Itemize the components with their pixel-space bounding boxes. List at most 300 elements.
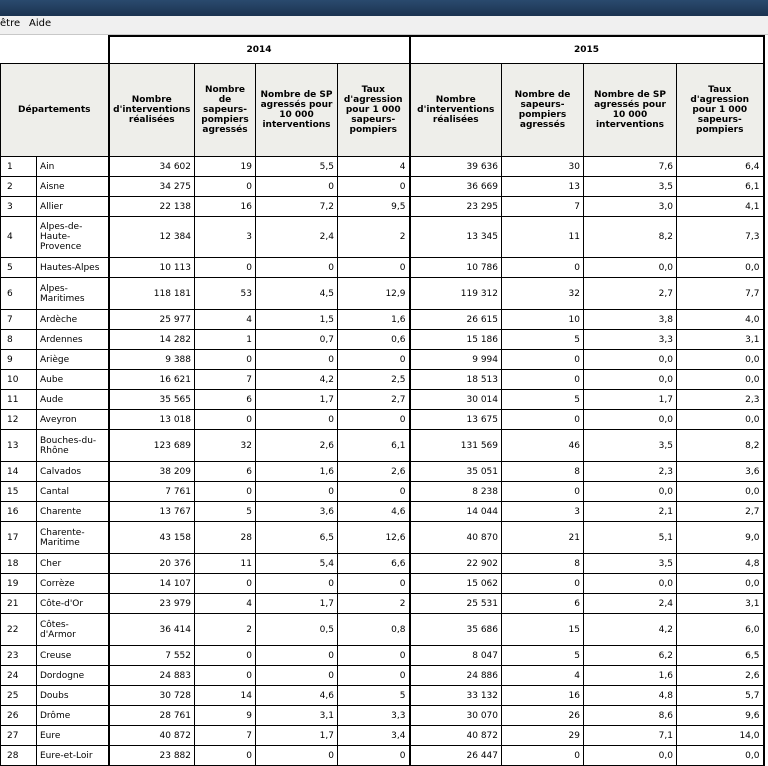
value-cell: 6 [502,594,584,614]
value-cell: 32 [502,278,584,310]
dept-number: 19 [1,574,37,594]
value-cell: 2,6 [677,666,764,686]
value-cell: 2,4 [584,594,677,614]
value-cell: 0 [256,177,338,197]
value-cell: 7,3 [677,217,764,258]
value-cell: 0 [338,258,410,278]
value-cell: 5 [502,330,584,350]
value-cell: 0 [502,370,584,390]
value-cell: 8 238 [410,482,502,502]
value-cell: 0 [338,646,410,666]
value-cell: 28 761 [109,706,195,726]
value-cell: 4,1 [677,197,764,217]
col-interventions-2014: Nombre d'interventions réalisées [109,64,195,157]
value-cell: 16 [502,686,584,706]
dept-number: 15 [1,482,37,502]
table-row [1,177,764,197]
value-cell: 5,7 [677,686,764,706]
value-cell: 53 [195,278,256,310]
value-cell: 5,1 [584,522,677,554]
dept-number: 18 [1,554,37,574]
value-cell: 1,5 [256,310,338,330]
value-cell: 35 565 [109,390,195,410]
value-cell: 119 312 [410,278,502,310]
dept-number: 13 [1,430,37,462]
value-cell: 2 [338,217,410,258]
value-cell: 2,7 [584,278,677,310]
table-row [1,706,764,726]
value-cell: 14 282 [109,330,195,350]
value-cell: 2,7 [338,390,410,410]
table-row [1,666,764,686]
value-cell: 36 414 [109,614,195,646]
value-cell: 13 675 [410,410,502,430]
value-cell: 0 [256,258,338,278]
dept-name: Ardèche [37,310,109,330]
table-row [1,482,764,502]
value-cell: 40 870 [410,522,502,554]
value-cell: 26 [502,706,584,726]
value-cell: 13 018 [109,410,195,430]
statistics-table [0,35,765,766]
value-cell: 0 [195,410,256,430]
value-cell: 35 686 [410,614,502,646]
value-cell: 0 [195,666,256,686]
value-cell: 22 138 [109,197,195,217]
value-cell: 0 [256,746,338,766]
value-cell: 0 [195,646,256,666]
value-cell: 0,0 [677,410,764,430]
table-row [1,330,764,350]
dept-name: Ardennes [37,330,109,350]
value-cell: 1 [195,330,256,350]
value-cell: 9,0 [677,522,764,554]
table-row [1,614,764,646]
year-2014-header: 2014 [109,36,410,64]
value-cell: 3,6 [677,462,764,482]
value-cell: 8 047 [410,646,502,666]
col-per10000-2014: Nombre de SP agressés pour 10 000 interventions [256,64,338,157]
value-cell: 0,0 [677,350,764,370]
value-cell: 2,6 [338,462,410,482]
value-cell: 46 [502,430,584,462]
value-cell: 3,4 [338,726,410,746]
value-cell: 0,0 [677,258,764,278]
value-cell: 25 977 [109,310,195,330]
value-cell: 5,4 [256,554,338,574]
value-cell: 23 295 [410,197,502,217]
dept-number: 27 [1,726,37,746]
value-cell: 12 384 [109,217,195,258]
value-cell: 19 [195,157,256,177]
value-cell: 6,1 [677,177,764,197]
value-cell: 4,8 [584,686,677,706]
value-cell: 0,0 [584,258,677,278]
dept-name: Ariège [37,350,109,370]
value-cell: 23 882 [109,746,195,766]
value-cell: 0,8 [338,614,410,646]
value-cell: 7 [195,726,256,746]
dept-number: 14 [1,462,37,482]
table-row [1,197,764,217]
value-cell: 3 [502,502,584,522]
value-cell: 4 [338,157,410,177]
dept-number: 17 [1,522,37,554]
dept-name: Cantal [37,482,109,502]
dept-number: 28 [1,746,37,766]
dept-name: Calvados [37,462,109,482]
value-cell: 7 761 [109,482,195,502]
table-row [1,310,764,330]
value-cell: 3,1 [256,706,338,726]
value-cell: 8 [502,554,584,574]
table-row [1,278,764,310]
dept-name: Alpes-de-Haute-Provence [37,217,109,258]
value-cell: 7,6 [584,157,677,177]
value-cell: 0,0 [584,746,677,766]
table-row [1,350,764,370]
dept-number: 8 [1,330,37,350]
value-cell: 6,2 [584,646,677,666]
value-cell: 3,1 [677,330,764,350]
value-cell: 21 [502,522,584,554]
value-cell: 0 [338,177,410,197]
dept-number: 24 [1,666,37,686]
value-cell: 6,5 [256,522,338,554]
value-cell: 2,3 [584,462,677,482]
value-cell: 9 [195,706,256,726]
value-cell: 1,7 [256,390,338,410]
dept-name: Aube [37,370,109,390]
value-cell: 20 376 [109,554,195,574]
value-cell: 0 [195,482,256,502]
value-cell: 1,6 [256,462,338,482]
dept-number: 10 [1,370,37,390]
dept-name: Eure [37,726,109,746]
value-cell: 1,7 [256,726,338,746]
dept-number: 4 [1,217,37,258]
value-cell: 0 [256,482,338,502]
dept-name: Aisne [37,177,109,197]
value-cell: 4,2 [256,370,338,390]
value-cell: 32 [195,430,256,462]
dept-name: Allier [37,197,109,217]
value-cell: 123 689 [109,430,195,462]
value-cell: 2,7 [677,502,764,522]
value-cell: 7 552 [109,646,195,666]
dept-number: 26 [1,706,37,726]
value-cell: 4 [195,594,256,614]
col-interventions-2015: Nombre d'interventions réalisées [410,64,502,157]
value-cell: 1,7 [256,594,338,614]
value-cell: 16 621 [109,370,195,390]
value-cell: 11 [195,554,256,574]
value-cell: 10 [502,310,584,330]
table-row [1,410,764,430]
value-cell: 0 [338,350,410,370]
departments-header: Départements [1,64,109,157]
window-titlebar [0,0,768,16]
value-cell: 0 [195,574,256,594]
value-cell: 3 [195,217,256,258]
value-cell: 0,0 [677,482,764,502]
value-cell: 14 107 [109,574,195,594]
value-cell: 10 113 [109,258,195,278]
value-cell: 13 767 [109,502,195,522]
value-cell: 0 [256,646,338,666]
dept-number: 23 [1,646,37,666]
dept-name: Côtes-d'Armor [37,614,109,646]
value-cell: 16 [195,197,256,217]
year-header-row [1,36,764,64]
value-cell: 0 [195,177,256,197]
table-row [1,157,764,177]
value-cell: 30 070 [410,706,502,726]
table-row [1,646,764,666]
value-cell: 0,0 [584,350,677,370]
value-cell: 1,6 [584,666,677,686]
dept-name: Hautes-Alpes [37,258,109,278]
value-cell: 1,7 [584,390,677,410]
dept-name: Creuse [37,646,109,666]
value-cell: 8,2 [677,430,764,462]
table-row [1,726,764,746]
dept-name: Charente-Maritime [37,522,109,554]
col-per10000-2015: Nombre de SP agressés pour 10 000 interventions [584,64,677,157]
value-cell: 4,6 [338,502,410,522]
value-cell: 34 602 [109,157,195,177]
value-cell: 15 186 [410,330,502,350]
value-cell: 4,5 [256,278,338,310]
dept-name: Dordogne [37,666,109,686]
value-cell: 0 [502,350,584,370]
table-row [1,430,764,462]
value-cell: 38 209 [109,462,195,482]
value-cell: 24 886 [410,666,502,686]
dept-number: 3 [1,197,37,217]
dept-name: Ain [37,157,109,177]
year-2015-header: 2015 [410,36,764,64]
value-cell: 0,0 [677,746,764,766]
value-cell: 3,8 [584,310,677,330]
value-cell: 2,1 [584,502,677,522]
value-cell: 5 [195,502,256,522]
value-cell: 7,1 [584,726,677,746]
value-cell: 1,6 [338,310,410,330]
value-cell: 36 669 [410,177,502,197]
value-cell: 0,0 [584,482,677,502]
value-cell: 3,6 [256,502,338,522]
header-blank [1,36,109,64]
dept-number: 5 [1,258,37,278]
value-cell: 15 [502,614,584,646]
dept-number: 1 [1,157,37,177]
table-row [1,370,764,390]
dept-number: 9 [1,350,37,370]
value-cell: 2 [338,594,410,614]
value-cell: 0 [338,410,410,430]
value-cell: 35 051 [410,462,502,482]
value-cell: 4 [195,310,256,330]
value-cell: 33 132 [410,686,502,706]
value-cell: 26 615 [410,310,502,330]
value-cell: 2,5 [338,370,410,390]
value-cell: 8 [502,462,584,482]
value-cell: 9 994 [410,350,502,370]
dept-name: Cher [37,554,109,574]
value-cell: 9,5 [338,197,410,217]
value-cell: 39 636 [410,157,502,177]
value-cell: 0 [338,574,410,594]
value-cell: 0 [338,482,410,502]
table-viewport[interactable] [0,35,768,761]
value-cell: 0 [256,410,338,430]
value-cell: 6,6 [338,554,410,574]
value-cell: 6,1 [338,430,410,462]
value-cell: 2,4 [256,217,338,258]
value-cell: 30 728 [109,686,195,706]
value-cell: 30 014 [410,390,502,410]
value-cell: 3,0 [584,197,677,217]
value-cell: 13 [502,177,584,197]
dept-name: Bouches-du-Rhône [37,430,109,462]
value-cell: 40 872 [109,726,195,746]
col-rate-2015: Taux d'agression pour 1 000 sapeurs-pompiers [677,64,764,157]
col-aggressed-2014: Nombre de sapeurs-pompiers agressés [195,64,256,157]
value-cell: 8,2 [584,217,677,258]
table-row [1,258,764,278]
table-row [1,502,764,522]
dept-number: 12 [1,410,37,430]
value-cell: 6,5 [677,646,764,666]
dept-name: Alpes-Maritimes [37,278,109,310]
value-cell: 43 158 [109,522,195,554]
value-cell: 0 [195,746,256,766]
value-cell: 5 [502,390,584,410]
dept-number: 7 [1,310,37,330]
value-cell: 4 [502,666,584,686]
value-cell: 14,0 [677,726,764,746]
value-cell: 0,5 [256,614,338,646]
value-cell: 14 [195,686,256,706]
table-row [1,462,764,482]
value-cell: 0,0 [584,574,677,594]
dept-number: 11 [1,390,37,410]
value-cell: 0 [502,258,584,278]
value-cell: 7 [502,197,584,217]
value-cell: 14 044 [410,502,502,522]
value-cell: 6,0 [677,614,764,646]
value-cell: 0 [338,746,410,766]
value-cell: 0 [256,574,338,594]
dept-number: 25 [1,686,37,706]
table-row [1,686,764,706]
value-cell: 5 [502,646,584,666]
value-cell: 3,3 [584,330,677,350]
menu-item-window[interactable]: être [0,18,21,29]
value-cell: 5,5 [256,157,338,177]
value-cell: 3,5 [584,177,677,197]
value-cell: 30 [502,157,584,177]
value-cell: 10 786 [410,258,502,278]
column-header-row [1,64,764,157]
menu-bar [0,16,768,35]
dept-number: 21 [1,594,37,614]
value-cell: 7,7 [677,278,764,310]
value-cell: 40 872 [410,726,502,746]
dept-name: Charente [37,502,109,522]
value-cell: 0 [338,666,410,686]
menu-item-help[interactable]: Aide [29,18,52,29]
value-cell: 0,0 [584,410,677,430]
value-cell: 3,5 [584,430,677,462]
value-cell: 34 275 [109,177,195,197]
value-cell: 0,0 [584,370,677,390]
value-cell: 0 [502,410,584,430]
value-cell: 7 [195,370,256,390]
value-cell: 29 [502,726,584,746]
value-cell: 2,3 [677,390,764,410]
value-cell: 6,4 [677,157,764,177]
value-cell: 12,6 [338,522,410,554]
value-cell: 0 [502,574,584,594]
table-row [1,594,764,614]
value-cell: 15 062 [410,574,502,594]
value-cell: 4,2 [584,614,677,646]
value-cell: 0 [195,350,256,370]
value-cell: 2,6 [256,430,338,462]
table-row [1,574,764,594]
value-cell: 25 531 [410,594,502,614]
value-cell: 12,9 [338,278,410,310]
col-rate-2014: Taux d'agression pour 1 000 sapeurs-pompiers [338,64,410,157]
table-body [1,157,764,766]
table-row [1,217,764,258]
value-cell: 11 [502,217,584,258]
table-row [1,554,764,574]
value-cell: 0,0 [677,574,764,594]
value-cell: 2 [195,614,256,646]
value-cell: 5 [338,686,410,706]
value-cell: 26 447 [410,746,502,766]
value-cell: 3,5 [584,554,677,574]
value-cell: 9,6 [677,706,764,726]
dept-number: 2 [1,177,37,197]
dept-number: 6 [1,278,37,310]
value-cell: 4,6 [256,686,338,706]
value-cell: 7,2 [256,197,338,217]
value-cell: 0 [502,482,584,502]
value-cell: 0 [256,666,338,686]
value-cell: 3,1 [677,594,764,614]
value-cell: 23 979 [109,594,195,614]
dept-number: 16 [1,502,37,522]
table-row [1,746,764,766]
value-cell: 22 902 [410,554,502,574]
dept-name: Corrèze [37,574,109,594]
value-cell: 6 [195,390,256,410]
value-cell: 0,0 [677,370,764,390]
value-cell: 4,0 [677,310,764,330]
value-cell: 13 345 [410,217,502,258]
value-cell: 18 513 [410,370,502,390]
value-cell: 4,8 [677,554,764,574]
value-cell: 131 569 [410,430,502,462]
table-row [1,390,764,410]
value-cell: 0,7 [256,330,338,350]
dept-name: Eure-et-Loir [37,746,109,766]
col-aggressed-2015: Nombre de sapeurs-pompiers agressés [502,64,584,157]
